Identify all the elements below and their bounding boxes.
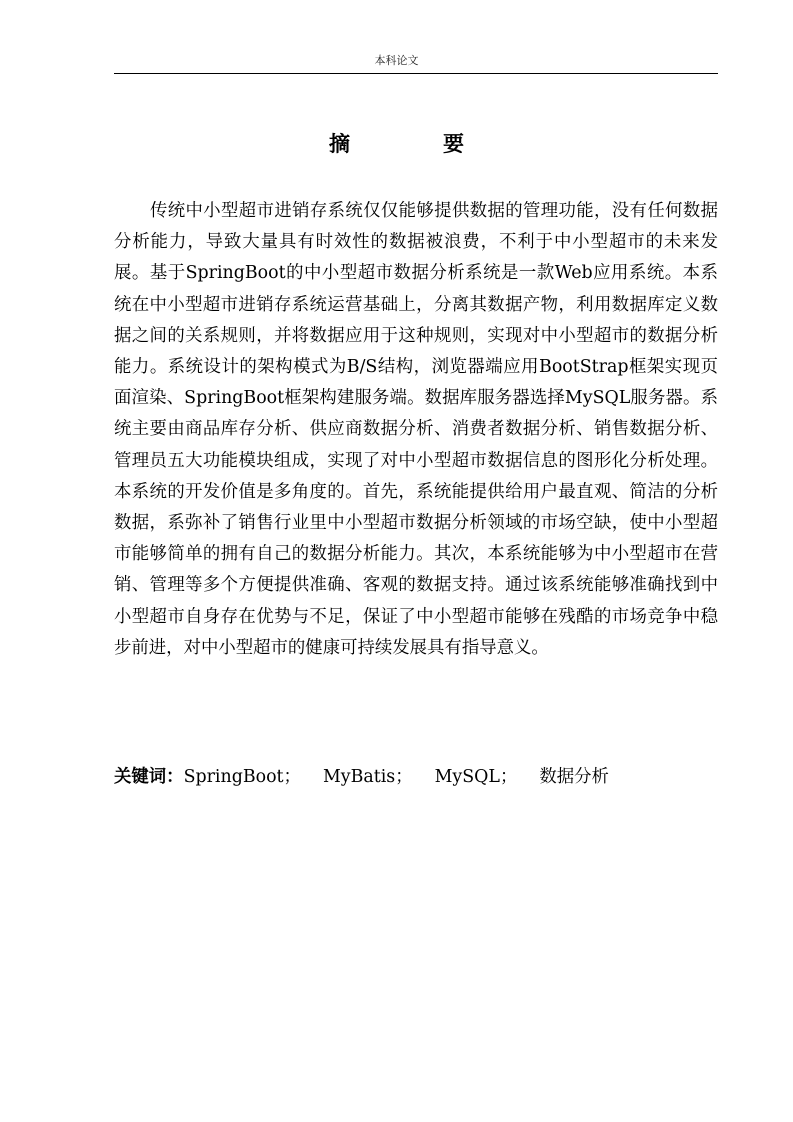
header-rule — [114, 73, 718, 74]
abstract-title: 摘 要 — [329, 131, 500, 156]
keyword-item: 数据分析 — [539, 767, 609, 787]
page-header: 本科论文 — [374, 54, 419, 67]
keyword-item: MyBatis； — [322, 767, 413, 787]
keyword-item: MySQL； — [434, 767, 518, 787]
abstract-body: 传统中小型超市进销存系统仅仅能够提供数据的管理功能，没有任何数据分析能力，导致大量具有时效性的数据被浪费，不利于中小型超市的未来发展。基于SpringBoot的中小型超市数据分析系统是一款Web应用系统。本系统在中小型超市进销存系统运营基础上，分离其数据产物，利用数据库定义数据之间的关系规则，并将数据应用于这种规则，实现对中小型超市的数据分析能力。系统设计的架构模式为B/S结构，浏览器端应用BootStrap框架实现页面渲染、SpringBoot框架构建服务端。数据库服务器选择MySQL服务器。系统主要由商品库存分析、供应商数据分析、消费者数据分析、销售数据分析、管理员五大功能模块组成，实现了对中小型超市数据信息的图形化分析处理。本系统的开发价值是多角度的。首先，系统能提供给用户最直观、简洁的分析数据，系弥补了销售行业里中小型超市数据分析领域的市场空缺，使中小型超市能够简单的拥有自己的数据分析能力。其次，本系统能够为中小型超市在营销、管理等多个方便提供准确、客观的数据支持。通过该系统能够准确找到中小型超市自身存在优势与不足，保证了中小型超市能够在残酷的市场竞争中稳步前进，对中小型超市的健康可持续发展具有指导意义。 — [114, 201, 718, 658]
keywords-label: 关键词： — [114, 767, 184, 787]
keyword-item: SpringBoot； — [183, 767, 301, 787]
keywords-line — [114, 762, 718, 792]
